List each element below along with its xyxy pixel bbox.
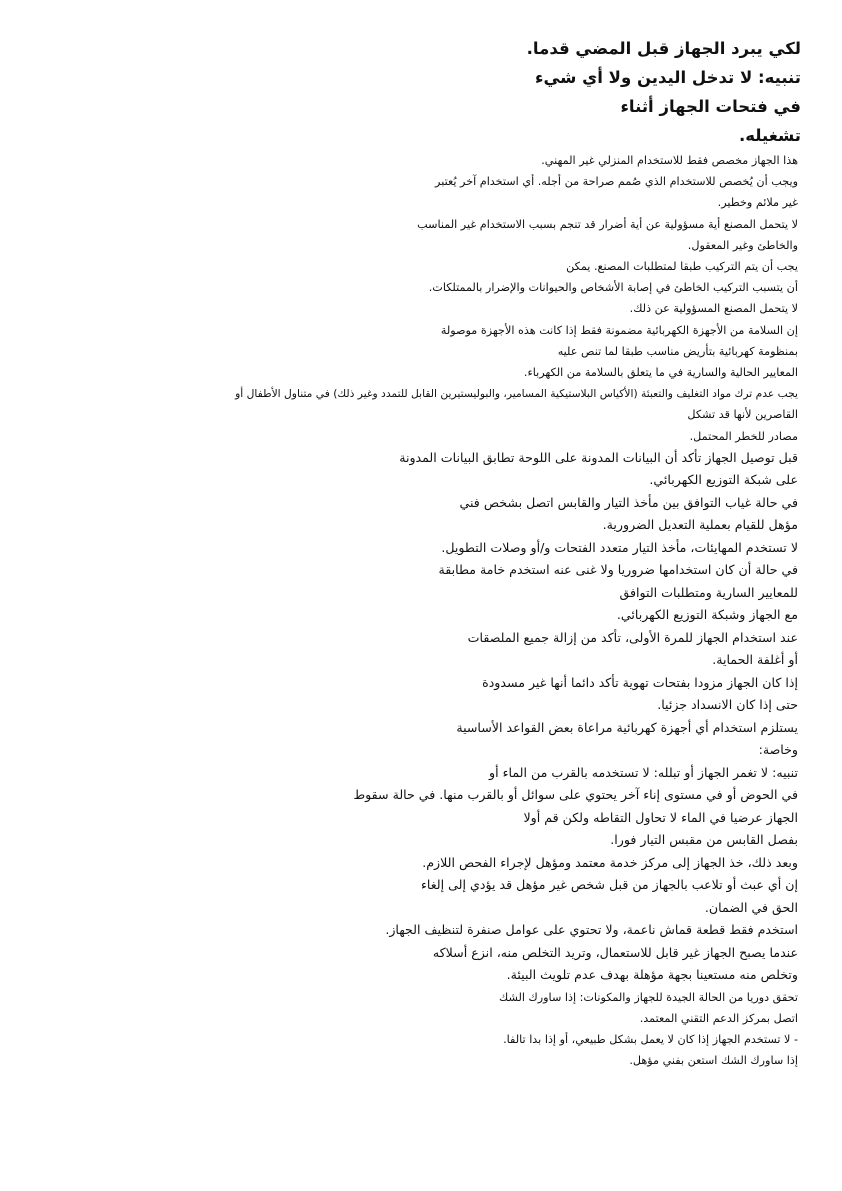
text-line: إن السلامة من الأجهزة الكهربائية مضمونة فقط إذا كانت هذه الأجهزة موصولة [440, 323, 798, 337]
text-line: استخدم فقط قطعة قماش ناعمة، ولا تحتوي على عوامل صنفرة لتنظيف الجهاز. [385, 922, 798, 938]
text-line: - لا تستخدم الجهاز إذا كان لا يعمل بشكل طبيعي، أو إذا بدا تالفا. [503, 1033, 798, 1047]
text-line: وتخلص منه مستعينا بجهة مؤهلة بهدف عدم تلويث البيئة. [506, 967, 798, 983]
text-line: مصادر للخطر المحتمل. [689, 429, 798, 443]
warning-line: تنبيه: لا تغمر الجهاز أو تبلله: لا تستخدمه بالقرب من الماء أو [489, 764, 798, 780]
text-line: أن يتسبب التركيب الخاطئ في إصابة الأشخاص والحيوانات والإضرار بالممتلكات. [428, 281, 798, 295]
text-line: غير ملائم وخطير. [717, 196, 798, 210]
text-line: يستلزم استخدام أي أجهزة كهربائية مراعاة بعض القواعد الأساسية [456, 719, 798, 735]
text-line: الحق في الضمان. [704, 899, 798, 915]
text-line: إذا ساورك الشك استعن بفني مؤهل. [629, 1054, 798, 1068]
text-line: يجب أن يتم التركيب طبقا لمتطلبات المصنع. يمكن [566, 260, 798, 274]
text-line: للمعايير السارية ومتطلبات التوافق [619, 584, 798, 600]
text-line: مؤهل للقيام بعملية التعديل الضرورية. [602, 517, 798, 533]
text-line: والخاطئ وغير المعقول. [687, 238, 798, 252]
text-line: لا يتحمل المصنع أية مسؤولية عن أية أضرار قد تنجم بسبب الاستخدام غير المناسب [417, 217, 798, 231]
text-line: قبل توصيل الجهاز تأكد أن البيانات المدونة على اللوحة تطابق البيانات المدونة [399, 449, 798, 465]
text-line: في حالة أن كان استخدامها ضروريا ولا غنى عنه استخدم خامة مطابقة [438, 562, 798, 578]
warning-heading [30, 34, 810, 150]
text-line: لا يتحمل المصنع المسؤولية عن ذلك. [629, 302, 798, 316]
text-line: المعايير الحالية والسارية في ما يتعلق بالسلامة من الكهرباء. [523, 366, 798, 380]
safety-instructions [30, 150, 810, 1072]
text-line: ويجب أن يُخصص للاستخدام الذي صُمم صراحة من أجله. أي استخدام آخر يُعتبر [435, 175, 798, 189]
text-line: مع الجهاز وشبكة التوزيع الكهربائي. [616, 607, 798, 623]
text-line: في الحوض أو في مستوى إناء آخر يحتوي على سوائل أو بالقرب منها. في حالة سقوط [353, 787, 798, 803]
text-line: اتصل بمركز الدعم التقني المعتمد. [639, 1012, 798, 1026]
heading-line: تشغيله. [738, 126, 801, 145]
text-line: لا تستخدم المهايئات، مأخذ التيار متعدد الفتحات و/أو وصلات التطويل. [441, 539, 798, 555]
text-line: بمنظومة كهربائية بتأريض مناسب طبقا لما تنص عليه [557, 344, 798, 358]
document-page [30, 34, 810, 1072]
text-line: هذا الجهاز مخصص فقط للاستخدام المنزلي غير المهني. [541, 154, 798, 167]
heading-line: لكي يبرد الجهاز قبل المضي قدما. [526, 39, 801, 58]
text-line: عند استخدام الجهاز للمرة الأولى، تأكد من إزالة جميع الملصقات [467, 629, 798, 645]
text-line: أو أغلفة الحماية. [712, 652, 798, 668]
text-line: بفصل القابس من مقبس التيار فورا. [610, 832, 798, 848]
text-line: على شبكة التوزيع الكهربائي. [649, 472, 798, 488]
text-line: يجب عدم ترك مواد التغليف والتعبئة (الأكياس البلاستيكية المسامير، والبوليستيرين القابل للتمدد وغير ذلك) في متناول الأطفال أو [235, 387, 798, 401]
text-line: تحقق دوريا من الحالة الجيدة للجهاز والمكونات: إذا ساورك الشك [499, 990, 798, 1004]
text-line: وخاصة: [758, 742, 798, 758]
text-line: القاصرين لأنها قد تشكل [687, 408, 798, 422]
text-line: إذا كان الجهاز مزودا بفتحات تهوية تأكد دائما أنها غير مسدودة [482, 674, 798, 690]
text-line: إن أي عبث أو تلاعب بالجهاز من قبل شخص غير مؤهل قد يؤدي إلى إلغاء [420, 877, 798, 893]
text-line: حتى إذا كان الانسداد جزئيا. [657, 697, 798, 713]
text-line: عندما يصبح الجهاز غير قابل للاستعمال، وتريد التخلص منه، انزع أسلاكه [432, 944, 798, 960]
heading-line: في فتحات الجهاز أثناء [620, 97, 801, 116]
text-line: الجهاز عرضيا في الماء لا تحاول التقاطه ولكن قم أولا [523, 809, 798, 825]
heading-line: تنبيه: لا تدخل اليدين ولا أي شيء [535, 68, 801, 87]
text-line: وبعد ذلك، خذ الجهاز إلى مركز خدمة معتمد ومؤهل لإجراء الفحص اللازم. [422, 854, 798, 870]
text-line: في حالة غياب التوافق بين مأخذ التيار والقابس اتصل بشخص فني [459, 494, 798, 510]
